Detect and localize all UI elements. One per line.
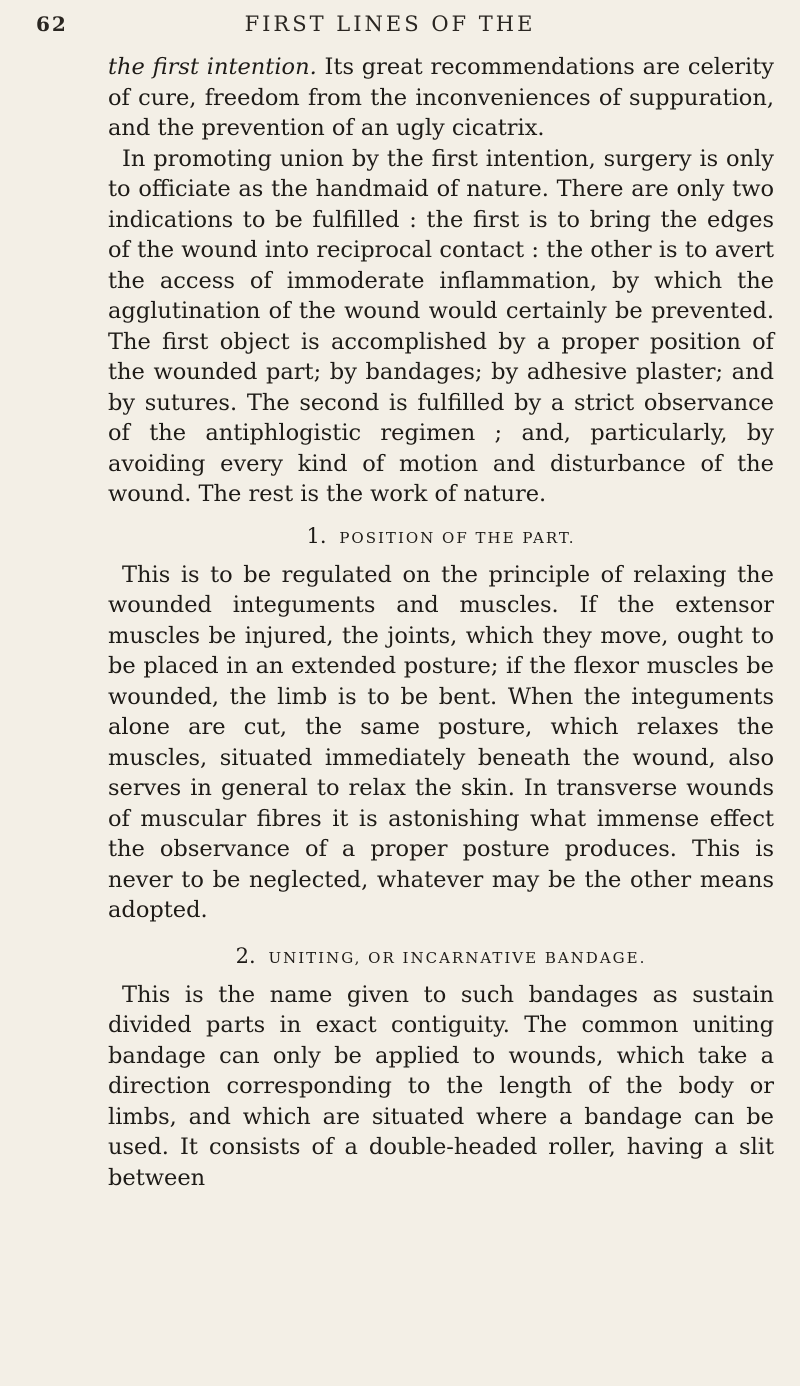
section-1-number: 1.: [306, 523, 327, 548]
running-head: [36, 12, 774, 52]
section-2-title: UNITING, OR INCARNATIVE BANDAGE.: [268, 948, 647, 967]
section-1-heading: [108, 524, 774, 548]
page-number: 62: [36, 12, 68, 36]
section-1-title: POSITION OF THE PART.: [339, 528, 576, 547]
section-2-heading: [108, 944, 774, 968]
paragraph-2: In promoting union by the first intention, surgery is only to officiate as the handmaid of nature. There are only two indications to be fulfilled : the first is to bring the edges of the wound into reciprocal contact : the other is to avert the access of immoderate inflammation, by which the agglutination of the wound would certainly be prevented. The first object is accomplished by a proper position of the wounded part; by bandages; by adhesive plaster; and by sutures. The second is fulfilled by a strict observance of the antiphlogistic regimen ; and, particularly, by avoiding every kind of motion and disturbance of the wound. The rest is the work of nature.: [108, 145, 774, 507]
section-2-number: 2.: [235, 943, 256, 968]
running-title: FIRST LINES OF THE: [244, 12, 536, 36]
section-1-body: This is to be regulated on the principle of relaxing the wounded integuments and muscles. If the extensor muscles be injured, the joints, which they move, ought to be placed in an extended posture; if the flexor muscles be wounded, the limb is to be bent. When the integuments alone are cut, the same posture, which relaxes the muscles, situated immediately beneath the wound, also serves in general to relax the skin. In transverse wounds of muscular fibres it is astonishing what immense effect the observance of a proper posture produces. This is never to be neglected, whatever may be the other means adopted.: [108, 561, 774, 923]
intro-paragraph: [108, 52, 774, 144]
intro-rest: Its great recommendations are celerity of cure, freedom from the inconveniences of suppuration, and the prevention of an ugly cicatrix.: [108, 54, 775, 141]
intro-lead-italic: the first intention.: [108, 54, 317, 80]
section-2-body: This is the name given to such bandages as sustain divided parts in exact contiguity. The common uniting bandage can only be applied to wounds, which take a direction corresponding to the length of the body or limbs, and which are situated where a bandage can be used. It consists of a double-headed roller, having a slit between: [108, 981, 774, 1191]
